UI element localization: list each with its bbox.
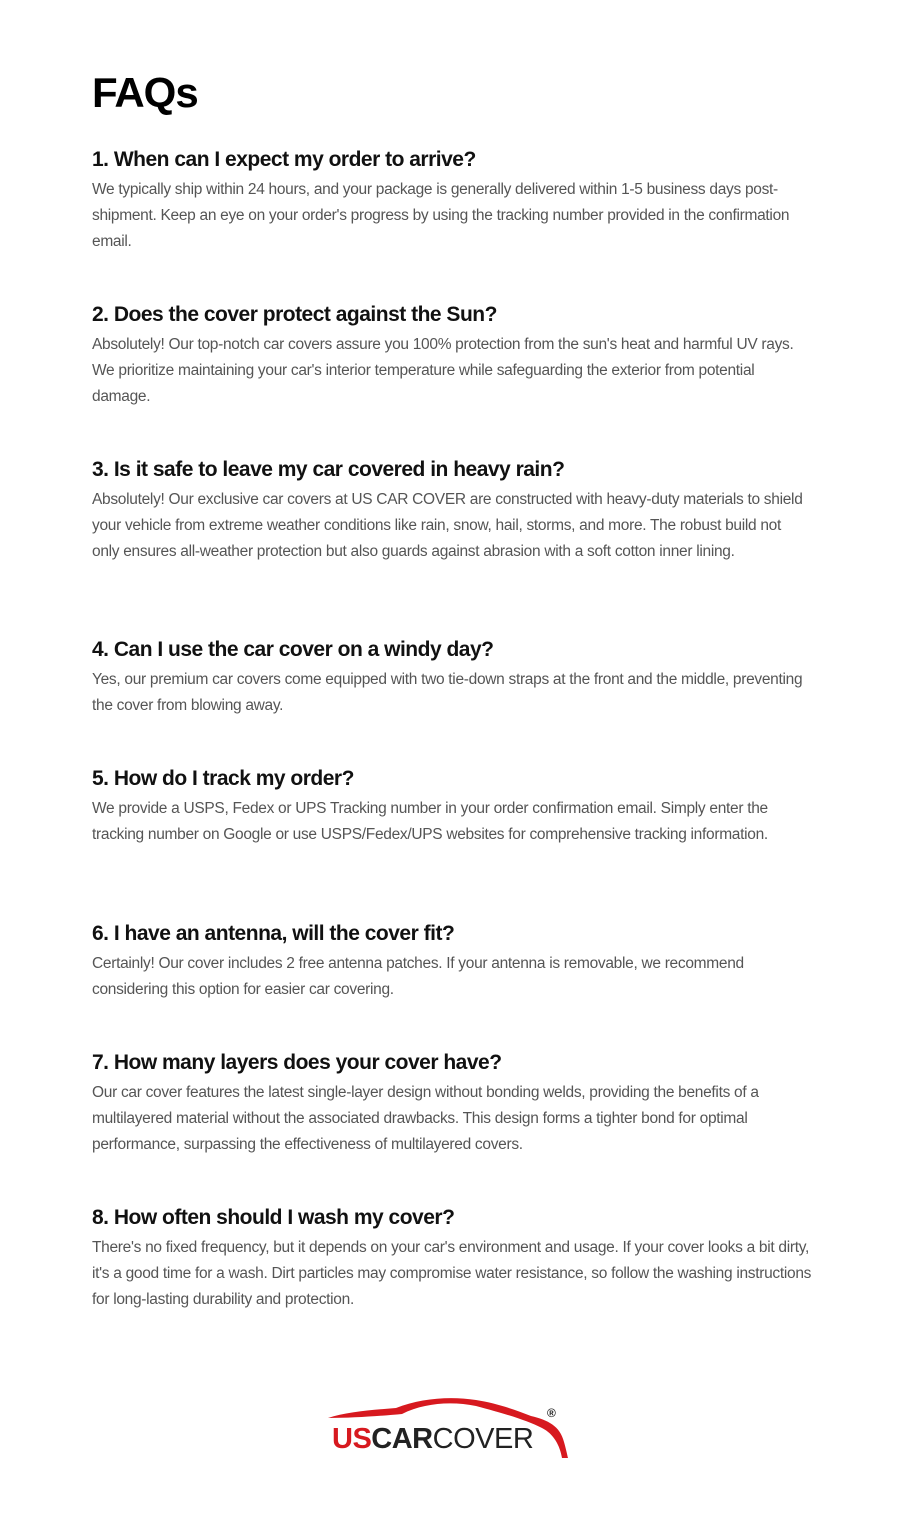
faq-answer: We typically ship within 24 hours, and your package is generally delivered within 1-5 business days post-shipment. Keep an eye on your order's progress by using the tracking number provided in the confirmation email. [92, 181, 790, 250]
uscarcover-logo [326, 1394, 576, 1464]
faq-question: 1. When can I expect my order to arrive? [92, 148, 476, 171]
faq-answer: Absolutely! Our exclusive car covers at US CAR COVER are constructed with heavy-duty materials to shield your vehicle from extreme weather conditions like rain, snow, hail, storms, and more. The robust build not only ensures all-weather protection but also guards against abrasion with a soft cotton inner lining. [92, 491, 803, 560]
faq-item-2 [92, 301, 812, 410]
faq-item-7 [92, 1049, 812, 1158]
logo-wordmark [332, 1422, 533, 1456]
faq-answer: There's no fixed frequency, but it depends on your car's environment and usage. If your cover looks a bit dirty, it's a good time for a wash. Dirt particles may compromise water resistance, so follow the washing instructions for long-lasting durability and protection. [92, 1239, 812, 1308]
logo-cover: COVER [432, 1423, 534, 1455]
faq-answer: Yes, our premium car covers come equipped with two tie-down straps at the front and the middle, preventing the cover from blowing away. [92, 671, 803, 714]
page-title: FAQs [92, 69, 198, 116]
faq-question: 3. Is it safe to leave my car covered in heavy rain? [92, 458, 565, 481]
faq-item-6 [92, 920, 812, 1003]
faq-answer: Our car cover features the latest single-layer design without bonding welds, providing the benefits of a multilayered material without the associated drawbacks. This design forms a tighter bond for optimal performance, surpassing the effectiveness of multilayered covers. [92, 1084, 759, 1153]
faq-answer: Absolutely! Our top-notch car covers assure you 100% protection from the sun's heat and harmful UV rays. We prioritize maintaining your car's interior temperature while safeguarding the exterior from potential damage. [92, 336, 794, 405]
faq-item-1 [92, 146, 812, 255]
registered-mark: ® [547, 1406, 556, 1420]
faq-question: 8. How often should I wash my cover? [92, 1206, 455, 1229]
faq-question: 4. Can I use the car cover on a windy day? [92, 638, 494, 661]
faq-question: 7. How many layers does your cover have? [92, 1051, 502, 1074]
logo-us: US [332, 1423, 372, 1455]
logo-car: CAR [371, 1423, 433, 1455]
faq-question: 5. How do I track my order? [92, 767, 354, 790]
faq-answer: Certainly! Our cover includes 2 free antenna patches. If your antenna is removable, we recommend considering this option for easier car covering. [92, 955, 744, 998]
faq-question: 6. I have an antenna, will the cover fit? [92, 922, 455, 945]
faq-item-5 [92, 765, 812, 848]
faq-item-4 [92, 636, 812, 719]
faq-item-3 [92, 456, 812, 565]
faq-answer: We provide a USPS, Fedex or UPS Tracking number in your order confirmation email. Simply enter the tracking number on Google or use USPS/Fedex/UPS websites for comprehensive tracking information. [92, 800, 768, 843]
faq-question: 2. Does the cover protect against the Sun? [92, 303, 497, 326]
faq-item-8 [92, 1204, 812, 1313]
